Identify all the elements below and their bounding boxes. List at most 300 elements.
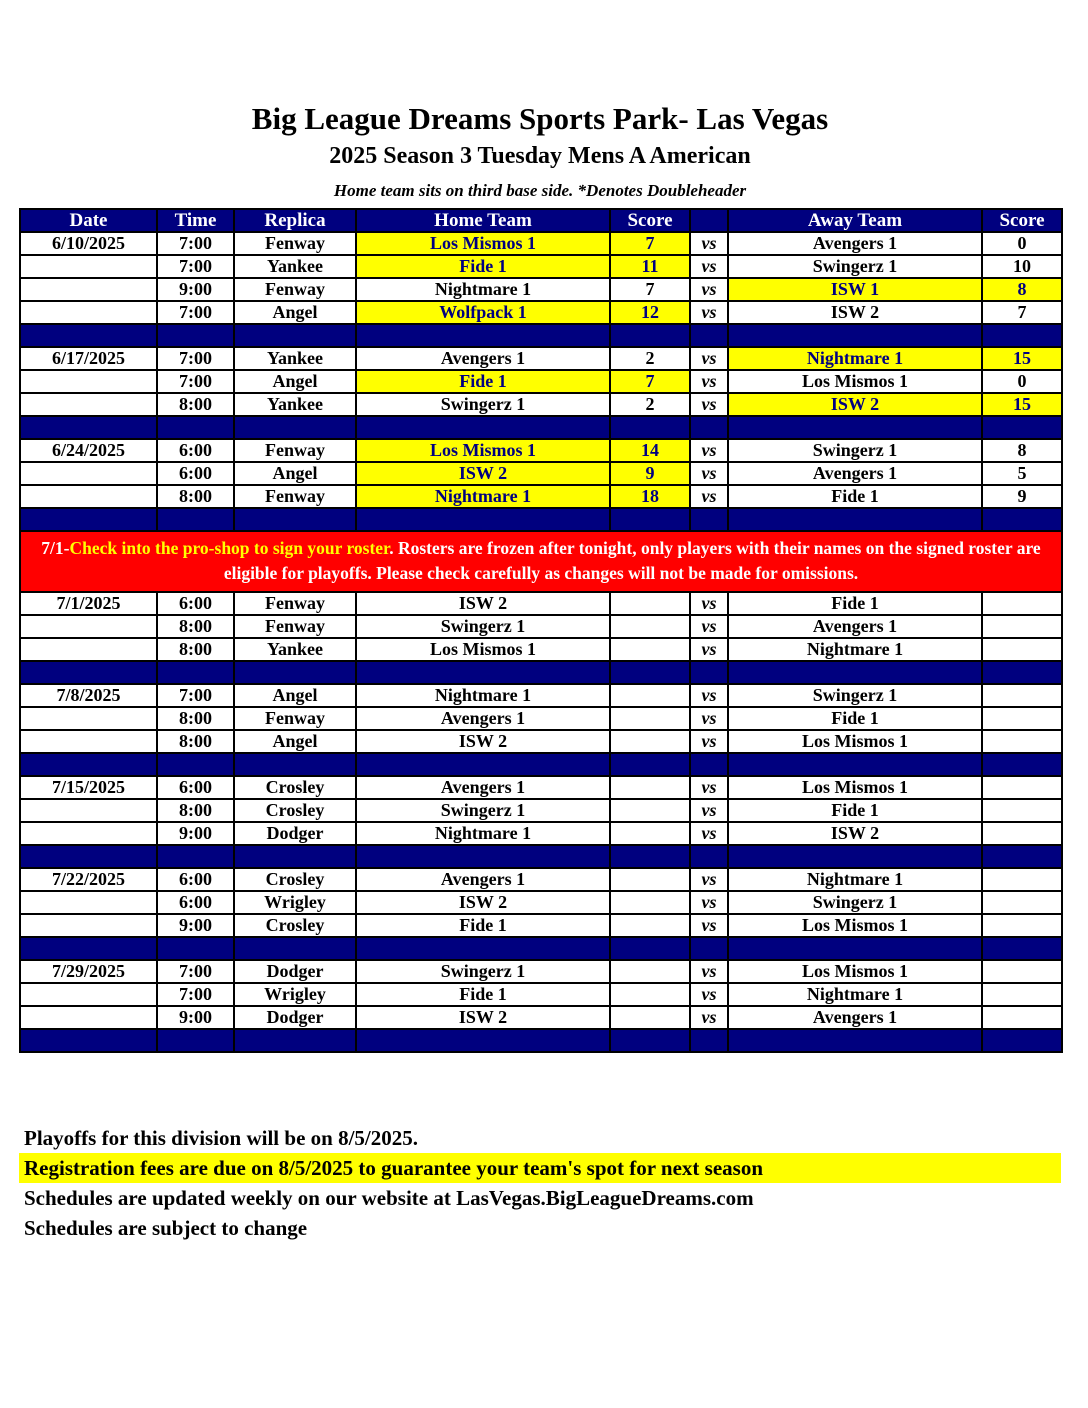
game-row <box>20 347 1062 370</box>
home-score: 12 <box>610 301 690 324</box>
game-date <box>20 891 157 914</box>
column-header-vs <box>690 209 728 232</box>
game-date: 7/15/2025 <box>20 776 157 799</box>
separator-cell <box>356 845 610 868</box>
game-date <box>20 799 157 822</box>
away-team: ISW 1 <box>728 278 982 301</box>
away-team: Los Mismos 1 <box>728 960 982 983</box>
separator-cell <box>20 661 157 684</box>
away-score: 9 <box>982 485 1062 508</box>
separator-cell <box>356 324 610 347</box>
game-time: 7:00 <box>157 684 234 707</box>
game-time: 7:00 <box>157 960 234 983</box>
home-score <box>610 776 690 799</box>
separator-cell <box>234 661 356 684</box>
game-time: 6:00 <box>157 439 234 462</box>
away-team: Swingerz 1 <box>728 439 982 462</box>
game-replica: Fenway <box>234 278 356 301</box>
game-time: 9:00 <box>157 278 234 301</box>
home-score <box>610 891 690 914</box>
away-score: 5 <box>982 462 1062 485</box>
vs-label: vs <box>690 255 728 278</box>
away-team: Los Mismos 1 <box>728 914 982 937</box>
game-time: 6:00 <box>157 891 234 914</box>
away-score <box>982 891 1062 914</box>
game-date: 6/10/2025 <box>20 232 157 255</box>
game-replica: Yankee <box>234 393 356 416</box>
vs-label: vs <box>690 983 728 1006</box>
away-team: Swingerz 1 <box>728 684 982 707</box>
away-team: Avengers 1 <box>728 232 982 255</box>
home-score <box>610 615 690 638</box>
column-header-date: Date <box>20 209 157 232</box>
schedule-body-after-notice <box>20 592 1062 1052</box>
roster-notice-row <box>20 531 1062 592</box>
away-score <box>982 592 1062 615</box>
column-header-home-team: Home Team <box>356 209 610 232</box>
away-score: 15 <box>982 393 1062 416</box>
away-score <box>982 1006 1062 1029</box>
game-time: 8:00 <box>157 393 234 416</box>
separator-cell <box>234 416 356 439</box>
game-replica: Fenway <box>234 615 356 638</box>
separator-cell <box>157 937 234 960</box>
page-title: Big League Dreams Sports Park- Las Vegas <box>251 101 829 136</box>
game-row <box>20 799 1062 822</box>
separator-cell <box>728 845 982 868</box>
schedule-change-note: Schedules are subject to change <box>24 1216 308 1240</box>
home-team: Swingerz 1 <box>356 960 610 983</box>
away-team: Nightmare 1 <box>728 983 982 1006</box>
game-date <box>20 370 157 393</box>
game-time: 7:00 <box>157 301 234 324</box>
home-score <box>610 592 690 615</box>
away-team: Los Mismos 1 <box>728 730 982 753</box>
home-score <box>610 799 690 822</box>
separator-cell <box>728 661 982 684</box>
away-score: 0 <box>982 232 1062 255</box>
vs-label: vs <box>690 707 728 730</box>
home-team: Nightmare 1 <box>356 485 610 508</box>
separator-cell <box>982 661 1062 684</box>
game-date <box>20 983 157 1006</box>
game-time: 6:00 <box>157 776 234 799</box>
separator-cell <box>356 1029 610 1052</box>
game-row <box>20 983 1062 1006</box>
vs-label: vs <box>690 278 728 301</box>
away-score: 0 <box>982 370 1062 393</box>
vs-label: vs <box>690 776 728 799</box>
game-replica: Angel <box>234 462 356 485</box>
separator-cell <box>20 416 157 439</box>
game-row <box>20 1006 1062 1029</box>
home-score <box>610 822 690 845</box>
vs-label: vs <box>690 914 728 937</box>
away-team: Avengers 1 <box>728 1006 982 1029</box>
separator-cell <box>728 753 982 776</box>
separator-cell <box>20 753 157 776</box>
game-time: 6:00 <box>157 868 234 891</box>
game-date <box>20 393 157 416</box>
game-replica: Wrigley <box>234 891 356 914</box>
separator-cell <box>610 753 690 776</box>
game-row <box>20 232 1062 255</box>
game-date: 6/17/2025 <box>20 347 157 370</box>
home-score: 7 <box>610 232 690 255</box>
game-time: 7:00 <box>157 255 234 278</box>
separator-cell <box>356 937 610 960</box>
game-time: 8:00 <box>157 799 234 822</box>
game-date <box>20 462 157 485</box>
vs-label: vs <box>690 1006 728 1029</box>
game-date <box>20 707 157 730</box>
week-separator-row <box>20 324 1062 347</box>
home-team: Los Mismos 1 <box>356 232 610 255</box>
page-subtitle: 2025 Season 3 Tuesday Mens A American <box>329 143 751 169</box>
home-team-note: Home team sits on third base side. *Denotes Doubleheader <box>333 181 747 200</box>
separator-cell <box>690 1029 728 1052</box>
home-team: ISW 2 <box>356 1006 610 1029</box>
game-row <box>20 730 1062 753</box>
week-separator-row <box>20 1029 1062 1052</box>
separator-cell <box>982 508 1062 531</box>
away-score: 8 <box>982 439 1062 462</box>
home-team: ISW 2 <box>356 592 610 615</box>
game-time: 8:00 <box>157 485 234 508</box>
separator-cell <box>982 937 1062 960</box>
home-team: Avengers 1 <box>356 707 610 730</box>
separator-cell <box>20 1029 157 1052</box>
vs-label: vs <box>690 301 728 324</box>
separator-cell <box>690 753 728 776</box>
separator-cell <box>157 1029 234 1052</box>
game-replica: Angel <box>234 301 356 324</box>
home-team: ISW 2 <box>356 730 610 753</box>
game-time: 7:00 <box>157 347 234 370</box>
away-score: 8 <box>982 278 1062 301</box>
home-team: Los Mismos 1 <box>356 439 610 462</box>
vs-label: vs <box>690 393 728 416</box>
separator-cell <box>20 845 157 868</box>
vs-label: vs <box>690 615 728 638</box>
separator-cell <box>610 416 690 439</box>
notice-highlight: Check into the pro-shop to sign your roster <box>69 538 390 558</box>
separator-cell <box>610 937 690 960</box>
week-separator-row <box>20 753 1062 776</box>
game-row <box>20 822 1062 845</box>
separator-cell <box>356 753 610 776</box>
week-separator-row <box>20 416 1062 439</box>
game-replica: Wrigley <box>234 983 356 1006</box>
game-date <box>20 278 157 301</box>
separator-cell <box>20 324 157 347</box>
home-team: Fide 1 <box>356 983 610 1006</box>
away-team: Fide 1 <box>728 707 982 730</box>
away-team: Los Mismos 1 <box>728 776 982 799</box>
game-time: 9:00 <box>157 822 234 845</box>
home-score: 18 <box>610 485 690 508</box>
home-team: Fide 1 <box>356 370 610 393</box>
game-time: 9:00 <box>157 914 234 937</box>
separator-cell <box>728 1029 982 1052</box>
game-replica: Dodger <box>234 822 356 845</box>
game-row <box>20 684 1062 707</box>
game-date: 7/22/2025 <box>20 868 157 891</box>
game-row <box>20 615 1062 638</box>
game-replica: Dodger <box>234 1006 356 1029</box>
away-score: 7 <box>982 301 1062 324</box>
away-score <box>982 730 1062 753</box>
game-replica: Fenway <box>234 707 356 730</box>
game-replica: Fenway <box>234 232 356 255</box>
game-row <box>20 439 1062 462</box>
separator-cell <box>20 937 157 960</box>
registration-note: Registration fees are due on 8/5/2025 to guarantee your team's spot for next season <box>19 1153 1061 1183</box>
separator-cell <box>356 508 610 531</box>
home-team: Swingerz 1 <box>356 615 610 638</box>
vs-label: vs <box>690 232 728 255</box>
away-team: Avengers 1 <box>728 615 982 638</box>
notice-section <box>20 531 1062 592</box>
game-time: 6:00 <box>157 462 234 485</box>
separator-cell <box>356 416 610 439</box>
away-score <box>982 914 1062 937</box>
home-score <box>610 960 690 983</box>
game-date <box>20 255 157 278</box>
separator-cell <box>728 937 982 960</box>
vs-label: vs <box>690 868 728 891</box>
vs-label: vs <box>690 485 728 508</box>
separator-cell <box>157 753 234 776</box>
separator-cell <box>610 508 690 531</box>
vs-label: vs <box>690 799 728 822</box>
game-row <box>20 638 1062 661</box>
game-replica: Yankee <box>234 255 356 278</box>
home-team: Fide 1 <box>356 914 610 937</box>
away-team: Nightmare 1 <box>728 347 982 370</box>
away-team: ISW 2 <box>728 393 982 416</box>
separator-cell <box>982 324 1062 347</box>
game-row <box>20 868 1062 891</box>
separator-cell <box>234 845 356 868</box>
game-time: 7:00 <box>157 232 234 255</box>
column-header-time: Time <box>157 209 234 232</box>
home-team: Wolfpack 1 <box>356 301 610 324</box>
away-score <box>982 960 1062 983</box>
separator-cell <box>234 937 356 960</box>
away-score <box>982 684 1062 707</box>
away-team: Fide 1 <box>728 799 982 822</box>
away-team: Nightmare 1 <box>728 638 982 661</box>
game-replica: Crosley <box>234 799 356 822</box>
vs-label: vs <box>690 730 728 753</box>
away-team: ISW 2 <box>728 301 982 324</box>
home-score: 2 <box>610 393 690 416</box>
home-team: Avengers 1 <box>356 868 610 891</box>
separator-cell <box>728 508 982 531</box>
separator-cell <box>728 324 982 347</box>
separator-cell <box>982 1029 1062 1052</box>
home-score <box>610 983 690 1006</box>
home-score <box>610 1006 690 1029</box>
separator-cell <box>356 661 610 684</box>
game-date <box>20 615 157 638</box>
vs-label: vs <box>690 347 728 370</box>
vs-label: vs <box>690 462 728 485</box>
away-score <box>982 707 1062 730</box>
away-score <box>982 983 1062 1006</box>
separator-cell <box>610 324 690 347</box>
game-replica: Crosley <box>234 914 356 937</box>
separator-cell <box>157 661 234 684</box>
game-replica: Angel <box>234 370 356 393</box>
home-score <box>610 684 690 707</box>
home-score <box>610 707 690 730</box>
game-row <box>20 485 1062 508</box>
game-date <box>20 638 157 661</box>
separator-cell <box>610 1029 690 1052</box>
separator-cell <box>982 753 1062 776</box>
away-score <box>982 638 1062 661</box>
separator-cell <box>982 416 1062 439</box>
away-score <box>982 776 1062 799</box>
away-score <box>982 868 1062 891</box>
home-team: ISW 2 <box>356 462 610 485</box>
game-row <box>20 462 1062 485</box>
game-time: 8:00 <box>157 707 234 730</box>
game-date <box>20 914 157 937</box>
home-score <box>610 730 690 753</box>
home-score: 14 <box>610 439 690 462</box>
away-team: Nightmare 1 <box>728 868 982 891</box>
notice-prefix: 7/1- <box>41 538 70 558</box>
game-replica: Fenway <box>234 485 356 508</box>
separator-cell <box>690 508 728 531</box>
game-row <box>20 301 1062 324</box>
away-score <box>982 615 1062 638</box>
game-row <box>20 891 1062 914</box>
separator-cell <box>728 416 982 439</box>
separator-cell <box>690 661 728 684</box>
home-team: Fide 1 <box>356 255 610 278</box>
home-score <box>610 638 690 661</box>
home-score: 9 <box>610 462 690 485</box>
away-score <box>982 822 1062 845</box>
game-date: 7/1/2025 <box>20 592 157 615</box>
away-team: ISW 2 <box>728 822 982 845</box>
game-row <box>20 592 1062 615</box>
separator-cell <box>610 845 690 868</box>
column-header-replica: Replica <box>234 209 356 232</box>
home-score <box>610 914 690 937</box>
away-team: Avengers 1 <box>728 462 982 485</box>
game-replica: Dodger <box>234 960 356 983</box>
game-time: 8:00 <box>157 730 234 753</box>
home-score <box>610 868 690 891</box>
separator-cell <box>982 845 1062 868</box>
vs-label: vs <box>690 960 728 983</box>
game-time: 7:00 <box>157 983 234 1006</box>
game-time: 8:00 <box>157 638 234 661</box>
game-time: 9:00 <box>157 1006 234 1029</box>
game-replica: Yankee <box>234 347 356 370</box>
schedule-body-before-notice <box>20 232 1062 531</box>
game-time: 7:00 <box>157 370 234 393</box>
game-date: 7/8/2025 <box>20 684 157 707</box>
vs-label: vs <box>690 891 728 914</box>
away-team: Fide 1 <box>728 485 982 508</box>
separator-cell <box>20 508 157 531</box>
game-replica: Yankee <box>234 638 356 661</box>
vs-label: vs <box>690 684 728 707</box>
week-separator-row <box>20 845 1062 868</box>
away-team: Los Mismos 1 <box>728 370 982 393</box>
vs-label: vs <box>690 370 728 393</box>
schedule-header-row <box>20 209 1062 232</box>
away-score: 15 <box>982 347 1062 370</box>
column-header-away-score: Score <box>982 209 1062 232</box>
home-team: Avengers 1 <box>356 347 610 370</box>
home-team: Swingerz 1 <box>356 393 610 416</box>
home-score: 7 <box>610 278 690 301</box>
website-note: Schedules are updated weekly on our website at LasVegas.BigLeagueDreams.com <box>24 1186 754 1210</box>
schedule-table <box>19 208 1063 1053</box>
home-team: Nightmare 1 <box>356 278 610 301</box>
separator-cell <box>690 845 728 868</box>
separator-cell <box>157 416 234 439</box>
game-replica: Crosley <box>234 868 356 891</box>
away-score <box>982 799 1062 822</box>
away-team: Fide 1 <box>728 592 982 615</box>
game-row <box>20 960 1062 983</box>
away-score: 10 <box>982 255 1062 278</box>
home-score: 7 <box>610 370 690 393</box>
away-team: Swingerz 1 <box>728 891 982 914</box>
game-date <box>20 1006 157 1029</box>
home-team: Los Mismos 1 <box>356 638 610 661</box>
game-date: 7/29/2025 <box>20 960 157 983</box>
separator-cell <box>234 753 356 776</box>
separator-cell <box>234 508 356 531</box>
game-row <box>20 707 1062 730</box>
game-date: 6/24/2025 <box>20 439 157 462</box>
week-separator-row <box>20 661 1062 684</box>
separator-cell <box>690 416 728 439</box>
separator-cell <box>157 845 234 868</box>
home-team: Nightmare 1 <box>356 684 610 707</box>
game-replica: Crosley <box>234 776 356 799</box>
week-separator-row <box>20 937 1062 960</box>
separator-cell <box>157 324 234 347</box>
home-score: 11 <box>610 255 690 278</box>
vs-label: vs <box>690 822 728 845</box>
game-replica: Fenway <box>234 439 356 462</box>
home-team: ISW 2 <box>356 891 610 914</box>
away-team: Swingerz 1 <box>728 255 982 278</box>
separator-cell <box>690 937 728 960</box>
game-row <box>20 278 1062 301</box>
separator-cell <box>234 1029 356 1052</box>
game-row <box>20 255 1062 278</box>
game-date <box>20 822 157 845</box>
separator-cell <box>690 324 728 347</box>
game-date <box>20 730 157 753</box>
column-header-home-score: Score <box>610 209 690 232</box>
home-score: 2 <box>610 347 690 370</box>
game-row <box>20 776 1062 799</box>
playoffs-note: Playoffs for this division will be on 8/5/2025. <box>24 1126 418 1150</box>
roster-notice <box>20 531 1062 592</box>
